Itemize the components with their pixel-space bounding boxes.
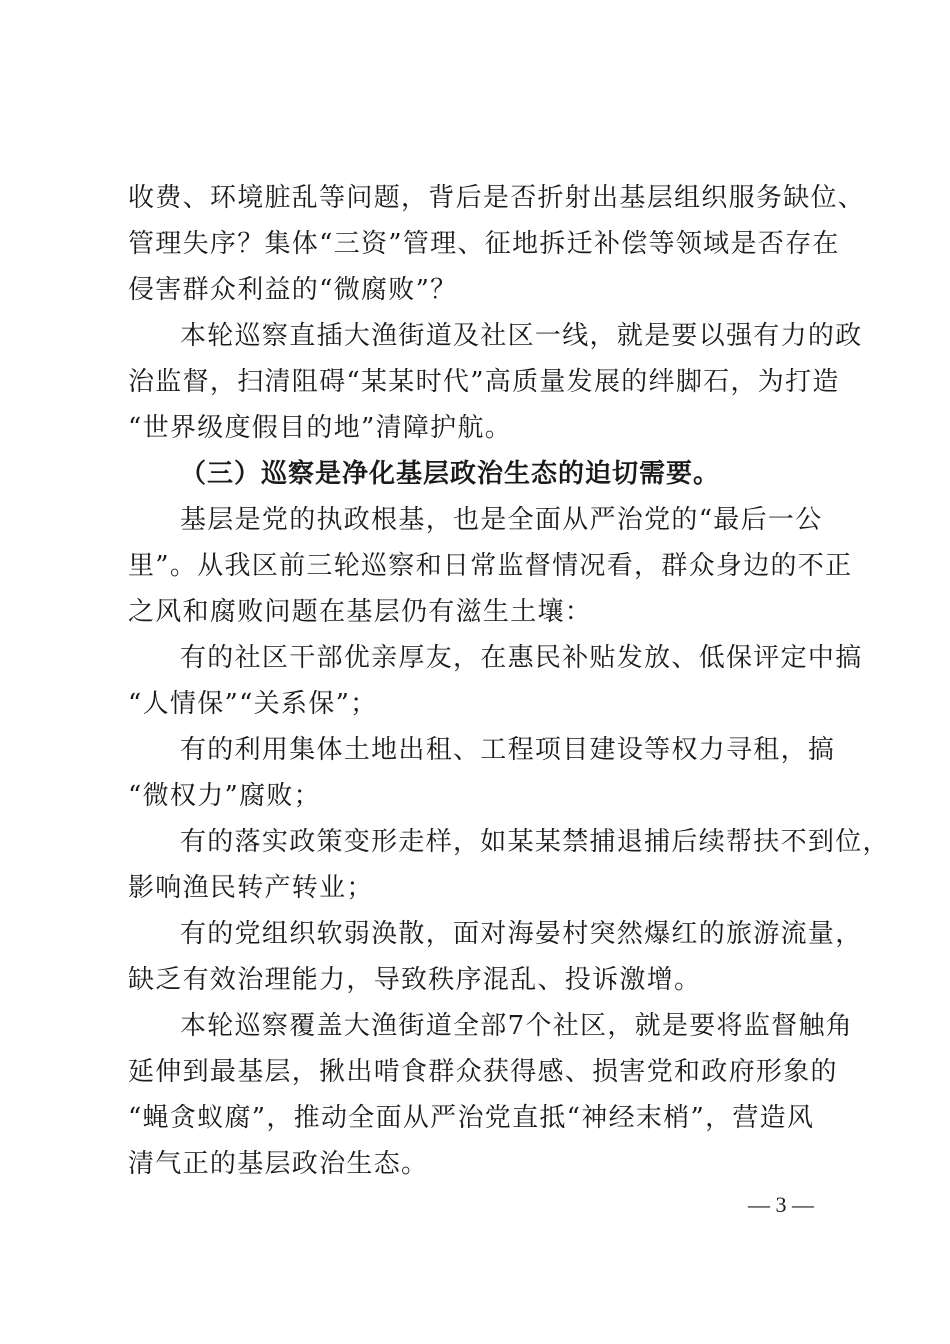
paragraph-line: 有的党组织软弱涣散，面对海晏村突然爆红的旅游流量，: [180, 919, 863, 949]
paragraph-line: 有的利用集体土地出租、工程项目建设等权力寻租，搞: [180, 735, 836, 765]
paragraph-line: 基层是党的执政根基，也是全面从严治党的“最后一公: [180, 505, 823, 535]
paragraph-line: 之风和腐败问题在基层仍有滋生土壤：: [128, 597, 593, 627]
paragraph-line: 影响渔民转产转业；: [128, 873, 374, 903]
paragraph-line: 延伸到最基层，揪出啃食群众获得感、损害党和政府形象的: [128, 1057, 838, 1087]
paragraph-line: 本轮巡察直插大渔街道及社区一线，就是要以强有力的政: [180, 321, 863, 351]
paragraph-line: 管理失序？集体“三资”管理、征地拆迁补偿等领域是否存在: [128, 229, 840, 259]
paragraph-line: 治监督，扫清阻碍“某某时代”高质量发展的绊脚石，为打造: [128, 367, 840, 397]
paragraph-line: 缺乏有效治理能力，导致秩序混乱、投诉激增。: [128, 965, 702, 995]
page-number: — 3 —: [748, 1192, 814, 1217]
paragraph-line: “世界级度假目的地”清障护航。: [128, 413, 513, 443]
paragraph-line: 有的落实政策变形走样，如某某禁捕退捕后续帮扶不到位，: [180, 827, 890, 857]
paragraph-line: “蝇贪蚁腐”，推动全面从严治党直抵“神经末梢”，营造风: [128, 1103, 815, 1133]
document-body: [128, 175, 890, 1187]
paragraph-line: 里”。从我区前三轮巡察和日常监督情况看，群众身边的不正: [128, 551, 853, 581]
paragraph-line: 收费、环境脏乱等问题，背后是否折射出基层组织服务缺位、: [128, 183, 866, 213]
paragraph-line: 侵害群众利益的“微腐败”？: [128, 275, 458, 305]
paragraph-line: 本轮巡察覆盖大渔街道全部7个社区，就是要将监督触角: [180, 1011, 854, 1041]
section-heading: （三）巡察是净化基层政治生态的迫切需要。: [180, 459, 721, 489]
paragraph-line: “人情保”“关系保”；: [128, 689, 378, 719]
paragraph-line: 清气正的基层政治生态。: [128, 1149, 429, 1179]
paragraph-line: 有的社区干部优亲厚友，在惠民补贴发放、低保评定中搞: [180, 643, 863, 673]
paragraph-line: “微权力”腐败；: [128, 781, 321, 811]
